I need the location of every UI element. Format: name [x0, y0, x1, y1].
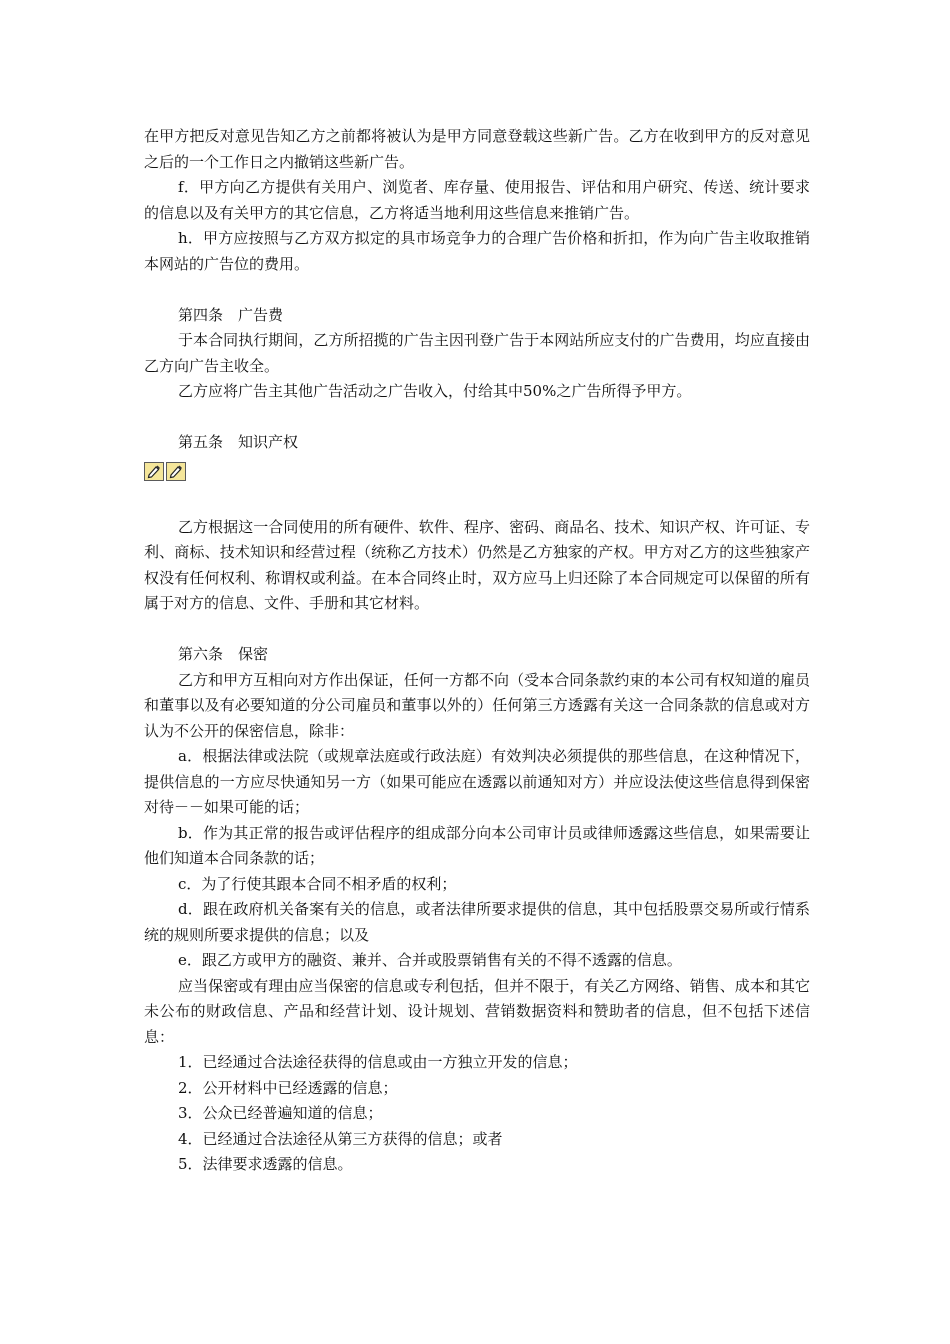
article-5-title: 第五条 知识产权	[178, 433, 299, 451]
paragraph: h．甲方应按照与乙方双方拟定的具市场竞争力的合理广告价格和折扣，作为向广告主收取推销本网站的广告位的费用。	[144, 229, 810, 273]
paragraph: 在甲方把反对意见告知乙方之前都将被认为是甲方同意登载这些新广告。乙方在收到甲方的反对意见之后的一个工作日之内撤销这些新广告。	[144, 127, 810, 171]
article-4-title: 第四条 广告费	[178, 305, 284, 324]
paragraph: 乙方根据这一合同使用的所有硬件、软件、程序、密码、商品名、技术、知识产权、许可证、专利、商标、技术知识和经营过程（统称乙方技术）仍然是乙方独家的产权。甲方对乙方的这些独家产权没有任何权利、称谓权或利益。在本合同终止时，双方应马上归还除了本合同规定可以保留的所有属于对方的信息、文件、手册和其它材料。	[144, 517, 810, 612]
paragraph: 于本合同执行期间，乙方所招揽的广告主因刊登广告于本网站所应支付的广告费用，均应直接由乙方向广告主收全。	[144, 331, 810, 375]
paragraph: 应当保密或有理由应当保密的信息或专利包括，但并不限于，有关乙方网络、销售、成本和其它未公布的财政信息、产品和经营计划、设计规划、营销数据资料和赞助者的信息，但不包括下述信息：	[144, 976, 810, 1046]
paragraph: f．甲方向乙方提供有关用户、浏览者、库存量、使用报告、评估和用户研究、传送、统计要求的信息以及有关甲方的其它信息，乙方将适当地利用这些信息来推销广告。	[144, 178, 810, 222]
pencil-icon[interactable]	[166, 462, 186, 481]
embedded-object-icons	[144, 462, 810, 482]
list-item: 1．已经通过合法途径获得的信息或由一方独立开发的信息；	[178, 1053, 578, 1071]
list-item: 2．公开材料中已经透露的信息；	[178, 1078, 398, 1097]
clause-d: d．跟在政府机关备案有关的信息，或者法律所要求提供的信息，其中包括股票交易所或行情系统的规则所要求提供的信息；以及	[144, 900, 810, 944]
document-page	[144, 124, 810, 1178]
clause-e: e．跟乙方或甲方的融资、兼并、合并或股票销售有关的不得不透露的信息。	[178, 951, 682, 969]
paragraph: 乙方应将广告主其他广告活动之广告收入，付给其中50%之广告所得予甲方。	[178, 382, 692, 400]
clause-c: c．为了行使其跟本合同不相矛盾的权利；	[178, 874, 457, 893]
list-item: 5．法律要求透露的信息。	[178, 1155, 353, 1173]
clause-a: a．根据法律或法院（或规章法庭或行政法庭）有效判决必须提供的那些信息，在这种情况下，提供信息的一方应尽快通知另一方（如果可能应在透露以前通知对方）并应设法使这些信息得到保密对待－－如果可能的话；	[144, 747, 810, 816]
list-item: 3．公众已经普遍知道的信息；	[178, 1104, 383, 1122]
paragraph: 乙方和甲方互相向对方作出保证，任何一方都不向（受本合同条款约束的本公司有权知道的雇员和董事以及有必要知道的分公司雇员和董事以外的）任何第三方透露有关这一合同条款的信息或对方认为不公开的保密信息，除非：	[144, 670, 810, 740]
article-6-title: 第六条 保密	[178, 645, 269, 663]
pencil-icon[interactable]	[144, 462, 164, 481]
clause-b: b．作为其正常的报告或评估程序的组成部分向本公司审计员或律师透露这些信息，如果需要让他们知道本合同条款的话；	[144, 823, 810, 867]
list-item: 4．已经通过合法途径从第三方获得的信息；或者	[178, 1129, 503, 1148]
